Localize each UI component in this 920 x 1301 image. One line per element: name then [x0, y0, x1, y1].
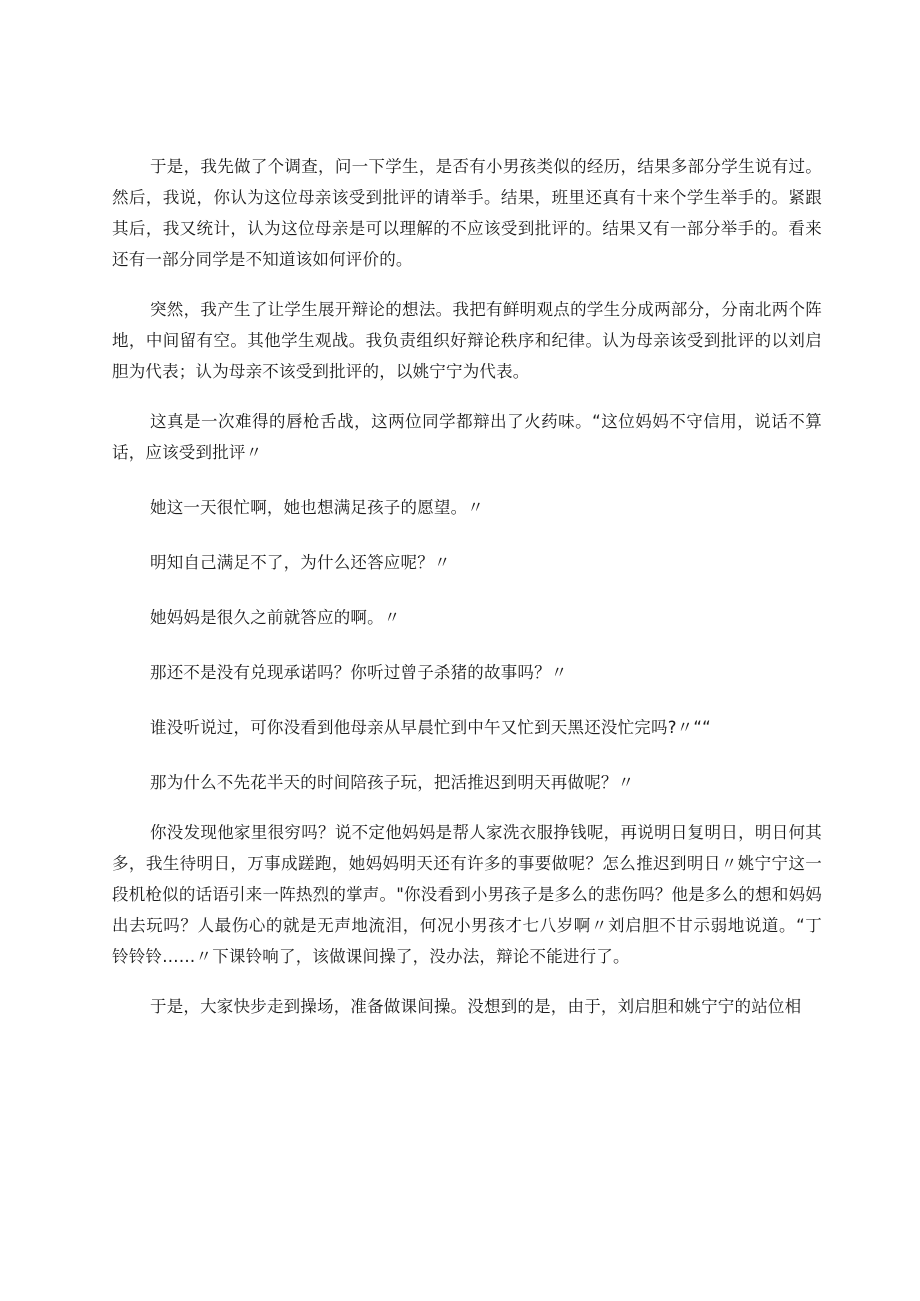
paragraph-dialogue-7: 你没发现他家里很穷吗？说不定他妈妈是帮人家洗衣服挣钱呢，再说明日复明日，明日何其多，我生待明日，万事成蹉跑，她妈妈明天还有许多的事要做呢？怎么推迟到明日〃姚宁宁这一段机枪似的话语引来一阵热烈的掌声。"你没看到小男孩子是多么的悲伤吗？他是多么的想和妈妈出去玩吗？人最伤心的就是无声地流泪，何况小男孩才七八岁啊〃刘启胆不甘示弱地说道。“丁铃铃铃……〃下课铃响了，该做课间操了，没办法，辩论不能进行了。 — [112, 823, 822, 966]
paragraph-debate-idea: 突然，我产生了让学生展开辩论的想法。我把有鲜明观点的学生分成两部分，分南北两个阵地，中间留有空。其他学生观战。我负责组织好辩论秩序和纪律。认为母亲该受到批评的以刘启胆为代表；认为母亲不该受到批评的，以姚宁宁为代表。 — [112, 300, 822, 381]
paragraph-aftermath: 于是，大家快步走到操场，准备做课间操。没想到的是，由于，刘启胆和姚宁宁的站位相 — [150, 997, 802, 1016]
paragraph-dialogue-5: 谁没听说过，可你没看到他母亲从早晨忙到中午又忙到天黑还没忙完吗?〃““ — [150, 718, 711, 737]
paragraph-debate-start: 这真是一次难得的唇枪舌战，这两位同学都辩出了火药味。“这位妈妈不守信用，说话不算话，应该受到批评〃 — [112, 412, 822, 462]
paragraph-dialogue-1: 她这一天很忙啊，她也想满足孩子的愿望。〃 — [150, 498, 484, 517]
paragraph-dialogue-3: 她妈妈是很久之前就答应的啊。〃 — [150, 608, 401, 627]
paragraph-dialogue-4: 那还不是没有兑现承诺吗？你听过曾子杀猪的故事吗？〃 — [150, 663, 568, 682]
paragraph-dialogue-6: 那为什么不先花半天的时间陪孩子玩，把活推迟到明天再做呢？〃 — [150, 773, 635, 792]
paragraph-dialogue-2: 明知自己满足不了，为什么还答应呢？〃 — [150, 553, 451, 572]
document-body — [112, 151, 822, 1022]
paragraph-survey: 于是，我先做了个调查，问一下学生，是否有小男孩类似的经历，结果多部分学生说有过。然后，我说，你认为这位母亲该受到批评的请举手。结果，班里还真有十来个学生举手的。紧跟其后，我又统计，认为这位母亲是可以理解的不应该受到批评的。结果又有一部分举手的。看来还有一部分同学是不知道该如何评价的。 — [112, 157, 822, 269]
